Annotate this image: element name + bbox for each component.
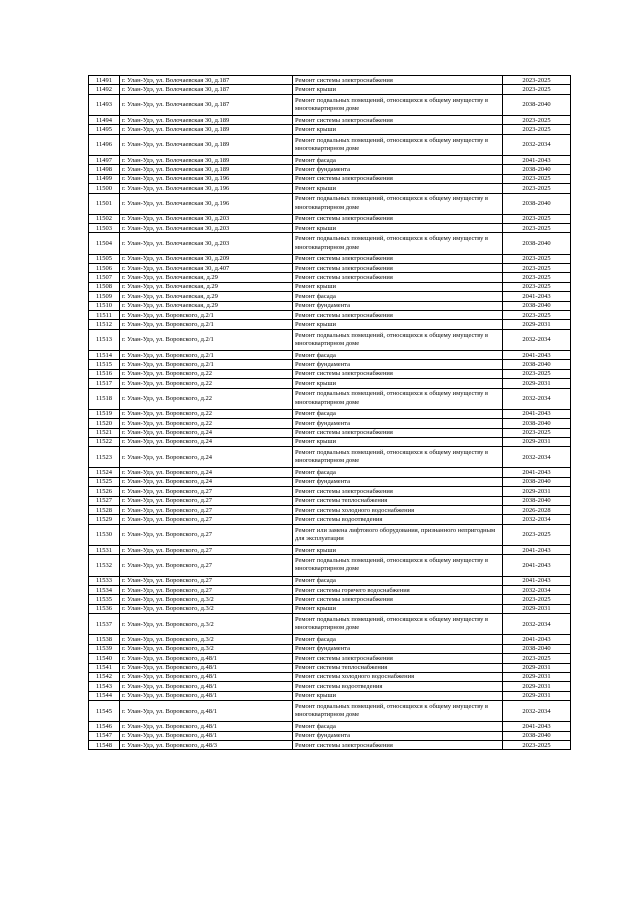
- work-type-cell: Ремонт фасада: [293, 576, 503, 585]
- period-cell: 2041-2043: [503, 350, 571, 359]
- table-row: [89, 585, 571, 594]
- table-row: [89, 233, 571, 254]
- address-cell: г. Улан-Удэ, ул. Воровского, д.3/2: [120, 644, 293, 653]
- period-cell: 2038-2040: [503, 477, 571, 486]
- row-number-cell: 11521: [89, 428, 120, 437]
- address-cell: г. Улан-Удэ, ул. Воровского, д.22: [120, 369, 293, 378]
- period-cell: 2023-2025: [503, 741, 571, 750]
- table-row: [89, 614, 571, 635]
- table-row: [89, 254, 571, 263]
- period-cell: 2029-2031: [503, 691, 571, 700]
- address-cell: г. Улан-Удэ, ул. Волочаевская, д.29: [120, 282, 293, 291]
- row-number-cell: 11494: [89, 115, 120, 124]
- row-number-cell: 11540: [89, 654, 120, 663]
- table-row: [89, 134, 571, 155]
- table-row: [89, 555, 571, 576]
- row-number-cell: 11517: [89, 379, 120, 388]
- row-number-cell: 11548: [89, 741, 120, 750]
- address-cell: г. Улан-Удэ, ул. Волочаевская 30, д.187: [120, 85, 293, 94]
- table-row: [89, 174, 571, 183]
- period-cell: 2041-2043: [503, 292, 571, 301]
- period-cell: 2023-2025: [503, 311, 571, 320]
- work-type-cell: Ремонт крыши: [293, 379, 503, 388]
- address-cell: г. Улан-Удэ, ул. Волочаевская, д.29: [120, 273, 293, 282]
- work-type-cell: Ремонт системы электроснабжения: [293, 115, 503, 124]
- table-body: [89, 76, 571, 750]
- repair-schedule-table: [88, 75, 571, 750]
- work-type-cell: Ремонт системы электроснабжения: [293, 595, 503, 604]
- address-cell: г. Улан-Удэ, ул. Волочаевская 30, д.203: [120, 233, 293, 254]
- work-type-cell: Ремонт крыши: [293, 546, 503, 555]
- period-cell: 2041-2043: [503, 546, 571, 555]
- row-number-cell: 11539: [89, 644, 120, 653]
- work-type-cell: Ремонт фасада: [293, 350, 503, 359]
- work-type-cell: Ремонт фундамента: [293, 165, 503, 174]
- address-cell: г. Улан-Удэ, ул. Воровского, д.27: [120, 487, 293, 496]
- address-cell: г. Улан-Удэ, ул. Воровского, д.24: [120, 468, 293, 477]
- address-cell: г. Улан-Удэ, ул. Волочаевская 30, д.189: [120, 134, 293, 155]
- address-cell: г. Улан-Удэ, ул. Воровского, д.2/1: [120, 311, 293, 320]
- address-cell: г. Улан-Удэ, ул. Волочаевская 30, д.196: [120, 174, 293, 183]
- address-cell: г. Улан-Удэ, ул. Волочаевская 30, д.187: [120, 76, 293, 85]
- period-cell: 2029-2031: [503, 320, 571, 329]
- row-number-cell: 11529: [89, 515, 120, 524]
- table-row: [89, 379, 571, 388]
- table-row: [89, 193, 571, 214]
- period-cell: 2023-2025: [503, 125, 571, 134]
- address-cell: г. Улан-Удэ, ул. Воровского, д.2/1: [120, 329, 293, 350]
- period-cell: 2023-2025: [503, 369, 571, 378]
- period-cell: 2029-2031: [503, 604, 571, 613]
- table-row: [89, 214, 571, 223]
- row-number-cell: 11522: [89, 437, 120, 446]
- row-number-cell: 11499: [89, 174, 120, 183]
- work-type-cell: Ремонт подвальных помещений, относящихся к общему имуществу в многоквартирном доме: [293, 94, 503, 115]
- work-type-cell: Ремонт системы электроснабжения: [293, 76, 503, 85]
- period-cell: 2023-2025: [503, 184, 571, 193]
- row-number-cell: 11493: [89, 94, 120, 115]
- period-cell: 2029-2031: [503, 682, 571, 691]
- work-type-cell: Ремонт системы электроснабжения: [293, 273, 503, 282]
- row-number-cell: 11498: [89, 165, 120, 174]
- row-number-cell: 11541: [89, 663, 120, 672]
- period-cell: 2023-2025: [503, 524, 571, 545]
- period-cell: 2023-2025: [503, 85, 571, 94]
- table-row: [89, 691, 571, 700]
- row-number-cell: 11534: [89, 585, 120, 594]
- address-cell: г. Улан-Удэ, ул. Воровского, д.24: [120, 437, 293, 446]
- row-number-cell: 11495: [89, 125, 120, 134]
- period-cell: 2038-2040: [503, 233, 571, 254]
- table-row: [89, 264, 571, 273]
- work-type-cell: Ремонт фундамента: [293, 644, 503, 653]
- table-row: [89, 447, 571, 468]
- period-cell: 2038-2040: [503, 731, 571, 740]
- work-type-cell: Ремонт системы водоотведения: [293, 515, 503, 524]
- address-cell: г. Улан-Удэ, ул. Волочаевская 30, д.203: [120, 224, 293, 233]
- address-cell: г. Улан-Удэ, ул. Воровского, д.22: [120, 388, 293, 409]
- work-type-cell: Ремонт системы электроснабжения: [293, 264, 503, 273]
- work-type-cell: Ремонт системы водоотведения: [293, 682, 503, 691]
- work-type-cell: Ремонт фундамента: [293, 419, 503, 428]
- row-number-cell: 11511: [89, 311, 120, 320]
- table-row: [89, 741, 571, 750]
- work-type-cell: Ремонт системы электроснабжения: [293, 174, 503, 183]
- row-number-cell: 11543: [89, 682, 120, 691]
- table-row: [89, 388, 571, 409]
- address-cell: г. Улан-Удэ, ул. Волочаевская, д.29: [120, 292, 293, 301]
- row-number-cell: 11509: [89, 292, 120, 301]
- period-cell: 2038-2040: [503, 496, 571, 505]
- address-cell: г. Улан-Удэ, ул. Волочаевская 30, д.187: [120, 94, 293, 115]
- row-number-cell: 11523: [89, 447, 120, 468]
- row-number-cell: 11526: [89, 487, 120, 496]
- table-row: [89, 165, 571, 174]
- period-cell: 2032-2034: [503, 515, 571, 524]
- table-row: [89, 576, 571, 585]
- row-number-cell: 11520: [89, 419, 120, 428]
- table-row: [89, 301, 571, 310]
- address-cell: г. Улан-Удэ, ул. Воровского, д.48/1: [120, 672, 293, 681]
- work-type-cell: Ремонт крыши: [293, 604, 503, 613]
- work-type-cell: Ремонт системы электроснабжения: [293, 254, 503, 263]
- row-number-cell: 11515: [89, 360, 120, 369]
- work-type-cell: Ремонт системы электроснабжения: [293, 741, 503, 750]
- address-cell: г. Улан-Удэ, ул. Воровского, д.27: [120, 506, 293, 515]
- address-cell: г. Улан-Удэ, ул. Воровского, д.48/1: [120, 722, 293, 731]
- work-type-cell: Ремонт фасада: [293, 155, 503, 164]
- period-cell: 2023-2025: [503, 224, 571, 233]
- address-cell: г. Улан-Удэ, ул. Волочаевская 30, д.407: [120, 264, 293, 273]
- period-cell: 2041-2043: [503, 555, 571, 576]
- period-cell: 2032-2034: [503, 134, 571, 155]
- table-row: [89, 125, 571, 134]
- row-number-cell: 11492: [89, 85, 120, 94]
- table-row: [89, 428, 571, 437]
- table-row: [89, 701, 571, 722]
- period-cell: 2029-2031: [503, 672, 571, 681]
- address-cell: г. Улан-Удэ, ул. Волочаевская 30, д.209: [120, 254, 293, 263]
- period-cell: 2038-2040: [503, 193, 571, 214]
- row-number-cell: 11518: [89, 388, 120, 409]
- address-cell: г. Улан-Удэ, ул. Воровского, д.27: [120, 546, 293, 555]
- table-row: [89, 282, 571, 291]
- row-number-cell: 11506: [89, 264, 120, 273]
- period-cell: 2041-2043: [503, 576, 571, 585]
- period-cell: 2023-2025: [503, 76, 571, 85]
- address-cell: г. Улан-Удэ, ул. Воровского, д.22: [120, 409, 293, 418]
- period-cell: 2029-2031: [503, 379, 571, 388]
- address-cell: г. Улан-Удэ, ул. Воровского, д.27: [120, 515, 293, 524]
- address-cell: г. Улан-Удэ, ул. Волочаевская 30, д.189: [120, 165, 293, 174]
- table-row: [89, 76, 571, 85]
- work-type-cell: Ремонт фасада: [293, 409, 503, 418]
- row-number-cell: 11491: [89, 76, 120, 85]
- work-type-cell: Ремонт системы холодного водоснабжения: [293, 506, 503, 515]
- address-cell: г. Улан-Удэ, ул. Воровского, д.24: [120, 477, 293, 486]
- row-number-cell: 11544: [89, 691, 120, 700]
- address-cell: г. Улан-Удэ, ул. Воровского, д.22: [120, 379, 293, 388]
- period-cell: 2038-2040: [503, 360, 571, 369]
- address-cell: г. Улан-Удэ, ул. Воровского, д.3/2: [120, 635, 293, 644]
- period-cell: 2023-2025: [503, 428, 571, 437]
- work-type-cell: Ремонт подвальных помещений, относящихся к общему имуществу в многоквартирном доме: [293, 193, 503, 214]
- period-cell: 2032-2034: [503, 585, 571, 594]
- table-row: [89, 329, 571, 350]
- period-cell: 2029-2031: [503, 487, 571, 496]
- period-cell: 2038-2040: [503, 644, 571, 653]
- address-cell: г. Улан-Удэ, ул. Воровского, д.27: [120, 555, 293, 576]
- work-type-cell: Ремонт фасада: [293, 635, 503, 644]
- table-row: [89, 85, 571, 94]
- row-number-cell: 11537: [89, 614, 120, 635]
- row-number-cell: 11527: [89, 496, 120, 505]
- address-cell: г. Улан-Удэ, ул. Волочаевская 30, д.196: [120, 184, 293, 193]
- row-number-cell: 11512: [89, 320, 120, 329]
- period-cell: 2041-2043: [503, 635, 571, 644]
- period-cell: 2026-2028: [503, 506, 571, 515]
- period-cell: 2032-2034: [503, 329, 571, 350]
- work-type-cell: Ремонт фундамента: [293, 301, 503, 310]
- address-cell: г. Улан-Удэ, ул. Воровского, д.48/1: [120, 682, 293, 691]
- period-cell: 2032-2034: [503, 701, 571, 722]
- row-number-cell: 11525: [89, 477, 120, 486]
- table-row: [89, 311, 571, 320]
- address-cell: г. Улан-Удэ, ул. Воровского, д.2/1: [120, 350, 293, 359]
- row-number-cell: 11510: [89, 301, 120, 310]
- table-row: [89, 419, 571, 428]
- period-cell: 2023-2025: [503, 214, 571, 223]
- table-row: [89, 654, 571, 663]
- period-cell: 2041-2043: [503, 722, 571, 731]
- table-row: [89, 224, 571, 233]
- table-row: [89, 731, 571, 740]
- table-row: [89, 369, 571, 378]
- address-cell: г. Улан-Удэ, ул. Воровского, д.22: [120, 419, 293, 428]
- table-row: [89, 477, 571, 486]
- work-type-cell: Ремонт крыши: [293, 224, 503, 233]
- work-type-cell: Ремонт системы теплоснабжения: [293, 663, 503, 672]
- table-row: [89, 672, 571, 681]
- row-number-cell: 11531: [89, 546, 120, 555]
- row-number-cell: 11519: [89, 409, 120, 418]
- table-row: [89, 360, 571, 369]
- work-type-cell: Ремонт подвальных помещений, относящихся к общему имуществу в многоквартирном доме: [293, 555, 503, 576]
- work-type-cell: Ремонт системы теплоснабжения: [293, 496, 503, 505]
- table-row: [89, 115, 571, 124]
- address-cell: г. Улан-Удэ, ул. Воровского, д.24: [120, 447, 293, 468]
- work-type-cell: Ремонт системы электроснабжения: [293, 214, 503, 223]
- table-row: [89, 292, 571, 301]
- table-row: [89, 644, 571, 653]
- row-number-cell: 11535: [89, 595, 120, 604]
- address-cell: г. Улан-Удэ, ул. Воровского, д.3/2: [120, 595, 293, 604]
- address-cell: г. Улан-Удэ, ул. Волочаевская, д.29: [120, 301, 293, 310]
- work-type-cell: Ремонт или замена лифтового оборудования, признанного непригодным для эксплуатации: [293, 524, 503, 545]
- row-number-cell: 11547: [89, 731, 120, 740]
- row-number-cell: 11528: [89, 506, 120, 515]
- period-cell: 2038-2040: [503, 419, 571, 428]
- work-type-cell: Ремонт подвальных помещений, относящихся к общему имуществу в многоквартирном доме: [293, 614, 503, 635]
- work-type-cell: Ремонт системы холодного водоснабжения: [293, 672, 503, 681]
- work-type-cell: Ремонт крыши: [293, 125, 503, 134]
- row-number-cell: 11502: [89, 214, 120, 223]
- work-type-cell: Ремонт крыши: [293, 437, 503, 446]
- period-cell: 2023-2025: [503, 254, 571, 263]
- table-row: [89, 184, 571, 193]
- period-cell: 2023-2025: [503, 282, 571, 291]
- work-type-cell: Ремонт системы горячего водоснабжения: [293, 585, 503, 594]
- table-row: [89, 722, 571, 731]
- work-type-cell: Ремонт системы электроснабжения: [293, 654, 503, 663]
- table-row: [89, 409, 571, 418]
- row-number-cell: 11514: [89, 350, 120, 359]
- address-cell: г. Улан-Удэ, ул. Воровского, д.48/1: [120, 731, 293, 740]
- address-cell: г. Улан-Удэ, ул. Воровского, д.27: [120, 496, 293, 505]
- address-cell: г. Улан-Удэ, ул. Воровского, д.27: [120, 576, 293, 585]
- table-row: [89, 437, 571, 446]
- period-cell: 2041-2043: [503, 409, 571, 418]
- work-type-cell: Ремонт крыши: [293, 85, 503, 94]
- address-cell: г. Улан-Удэ, ул. Воровского, д.24: [120, 428, 293, 437]
- work-type-cell: Ремонт подвальных помещений, относящихся к общему имуществу в многоквартирном доме: [293, 701, 503, 722]
- table-row: [89, 595, 571, 604]
- period-cell: 2023-2025: [503, 654, 571, 663]
- period-cell: 2038-2040: [503, 94, 571, 115]
- work-type-cell: Ремонт фасада: [293, 292, 503, 301]
- table-row: [89, 468, 571, 477]
- address-cell: г. Улан-Удэ, ул. Воровского, д.48/1: [120, 654, 293, 663]
- work-type-cell: Ремонт крыши: [293, 691, 503, 700]
- period-cell: 2023-2025: [503, 595, 571, 604]
- table-row: [89, 273, 571, 282]
- table-row: [89, 524, 571, 545]
- address-cell: г. Улан-Удэ, ул. Воровского, д.48/3: [120, 741, 293, 750]
- work-type-cell: Ремонт подвальных помещений, относящихся к общему имуществу в многоквартирном доме: [293, 233, 503, 254]
- address-cell: г. Улан-Удэ, ул. Воровского, д.2/1: [120, 360, 293, 369]
- row-number-cell: 11545: [89, 701, 120, 722]
- row-number-cell: 11516: [89, 369, 120, 378]
- row-number-cell: 11533: [89, 576, 120, 585]
- address-cell: г. Улан-Удэ, ул. Воровского, д.48/1: [120, 701, 293, 722]
- work-type-cell: Ремонт фасада: [293, 722, 503, 731]
- row-number-cell: 11508: [89, 282, 120, 291]
- address-cell: г. Улан-Удэ, ул. Воровского, д.3/2: [120, 604, 293, 613]
- period-cell: 2029-2031: [503, 663, 571, 672]
- row-number-cell: 11504: [89, 233, 120, 254]
- work-type-cell: Ремонт фундамента: [293, 360, 503, 369]
- work-type-cell: Ремонт фасада: [293, 468, 503, 477]
- row-number-cell: 11501: [89, 193, 120, 214]
- address-cell: г. Улан-Удэ, ул. Воровского, д.27: [120, 585, 293, 594]
- period-cell: 2038-2040: [503, 165, 571, 174]
- work-type-cell: Ремонт системы электроснабжения: [293, 428, 503, 437]
- period-cell: 2032-2034: [503, 614, 571, 635]
- period-cell: 2038-2040: [503, 301, 571, 310]
- work-type-cell: Ремонт подвальных помещений, относящихся к общему имуществу в многоквартирном доме: [293, 329, 503, 350]
- period-cell: 2032-2034: [503, 447, 571, 468]
- row-number-cell: 11500: [89, 184, 120, 193]
- address-cell: г. Улан-Удэ, ул. Волочаевская 30, д.189: [120, 115, 293, 124]
- address-cell: г. Улан-Удэ, ул. Воровского, д.48/1: [120, 691, 293, 700]
- row-number-cell: 11513: [89, 329, 120, 350]
- period-cell: 2023-2025: [503, 115, 571, 124]
- table-row: [89, 155, 571, 164]
- row-number-cell: 11532: [89, 555, 120, 576]
- period-cell: 2023-2025: [503, 273, 571, 282]
- row-number-cell: 11536: [89, 604, 120, 613]
- address-cell: г. Улан-Удэ, ул. Воровского, д.3/2: [120, 614, 293, 635]
- work-type-cell: Ремонт крыши: [293, 320, 503, 329]
- work-type-cell: Ремонт фундамента: [293, 477, 503, 486]
- table-row: [89, 487, 571, 496]
- table-row: [89, 635, 571, 644]
- table-row: [89, 682, 571, 691]
- row-number-cell: 11496: [89, 134, 120, 155]
- row-number-cell: 11542: [89, 672, 120, 681]
- period-cell: 2041-2043: [503, 468, 571, 477]
- row-number-cell: 11505: [89, 254, 120, 263]
- table-row: [89, 350, 571, 359]
- row-number-cell: 11530: [89, 524, 120, 545]
- table-row: [89, 94, 571, 115]
- address-cell: г. Улан-Удэ, ул. Воровского, д.27: [120, 524, 293, 545]
- row-number-cell: 11507: [89, 273, 120, 282]
- period-cell: 2023-2025: [503, 174, 571, 183]
- table-row: [89, 546, 571, 555]
- work-type-cell: Ремонт подвальных помещений, относящихся к общему имуществу в многоквартирном доме: [293, 134, 503, 155]
- address-cell: г. Улан-Удэ, ул. Волочаевская 30, д.189: [120, 125, 293, 134]
- table-row: [89, 320, 571, 329]
- work-type-cell: Ремонт крыши: [293, 184, 503, 193]
- row-number-cell: 11497: [89, 155, 120, 164]
- work-type-cell: Ремонт подвальных помещений, относящихся к общему имуществу в многоквартирном доме: [293, 388, 503, 409]
- row-number-cell: 11538: [89, 635, 120, 644]
- address-cell: г. Улан-Удэ, ул. Волочаевская 30, д.189: [120, 155, 293, 164]
- address-cell: г. Улан-Удэ, ул. Воровского, д.48/1: [120, 663, 293, 672]
- work-type-cell: Ремонт фундамента: [293, 731, 503, 740]
- period-cell: 2032-2034: [503, 388, 571, 409]
- address-cell: г. Улан-Удэ, ул. Волочаевская 30, д.196: [120, 193, 293, 214]
- row-number-cell: 11524: [89, 468, 120, 477]
- work-type-cell: Ремонт системы электроснабжения: [293, 369, 503, 378]
- row-number-cell: 11546: [89, 722, 120, 731]
- work-type-cell: Ремонт крыши: [293, 282, 503, 291]
- work-type-cell: Ремонт подвальных помещений, относящихся к общему имуществу в многоквартирном доме: [293, 447, 503, 468]
- table-row: [89, 506, 571, 515]
- period-cell: 2029-2031: [503, 437, 571, 446]
- work-type-cell: Ремонт системы электроснабжения: [293, 487, 503, 496]
- period-cell: 2041-2043: [503, 155, 571, 164]
- row-number-cell: 11503: [89, 224, 120, 233]
- address-cell: г. Улан-Удэ, ул. Волочаевская 30, д.203: [120, 214, 293, 223]
- table-row: [89, 515, 571, 524]
- table-row: [89, 663, 571, 672]
- table-row: [89, 496, 571, 505]
- table-row: [89, 604, 571, 613]
- address-cell: г. Улан-Удэ, ул. Воровского, д.2/1: [120, 320, 293, 329]
- work-type-cell: Ремонт системы электроснабжения: [293, 311, 503, 320]
- period-cell: 2023-2025: [503, 264, 571, 273]
